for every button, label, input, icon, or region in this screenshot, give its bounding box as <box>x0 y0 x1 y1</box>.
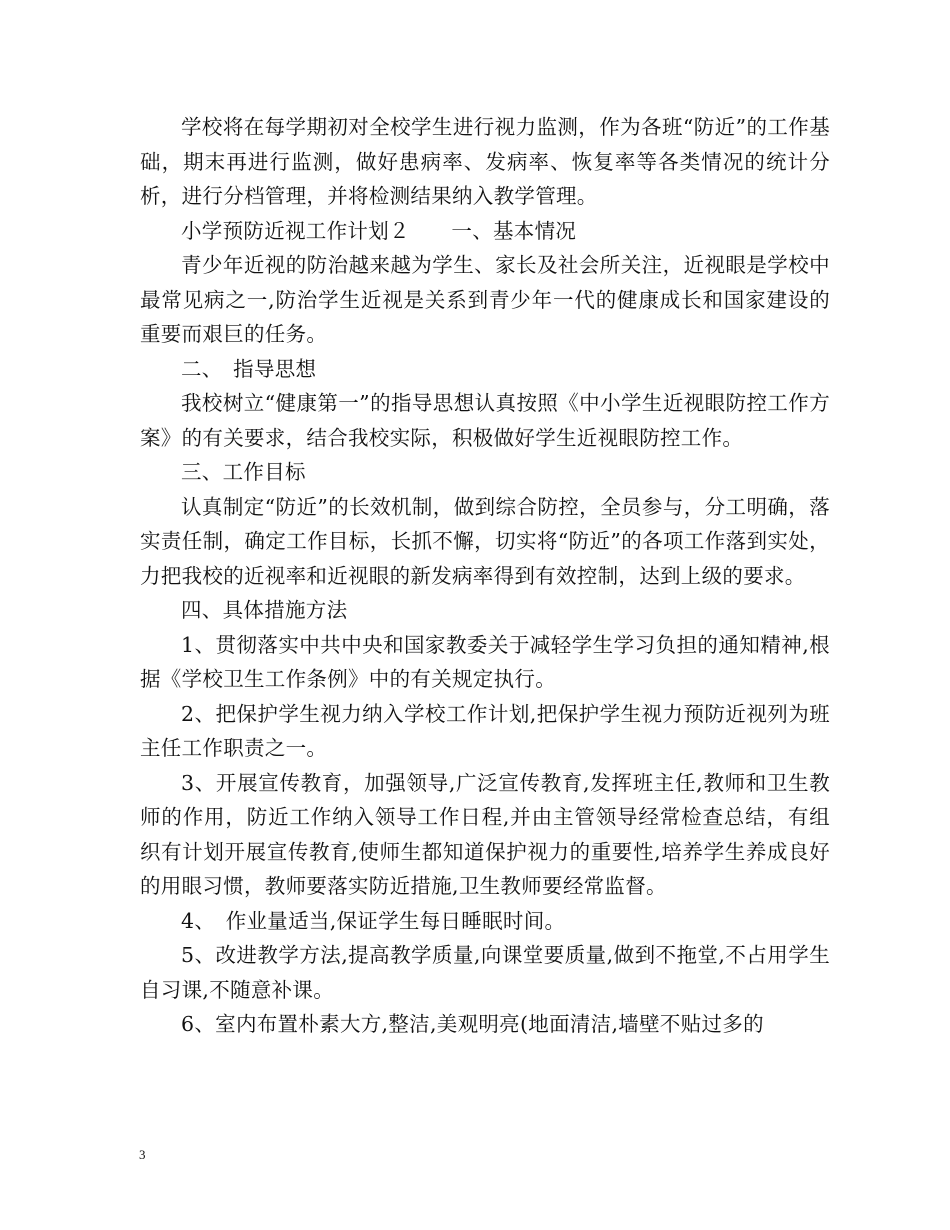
document-body <box>140 110 830 1042</box>
paragraph-3: 青少年近视的防治越来越为学生、家长及社会所关注，近视眼是学校中最常见病之一,防治学生近视是关系到青少年一代的健康成长和国家建设的重要而艰巨的任务。 <box>140 253 830 346</box>
paragraph-10: 2、把保护学生视力纳入学校工作计划,把保护学生视力预防近视列为班主任工作职责之一。 <box>140 701 830 760</box>
paragraph-14: 6、室内布置朴素大方,整洁,美观明亮(地面清洁,墙壁不贴过多的 <box>181 1012 764 1036</box>
paragraph-5: 我校树立“健康第一”的指导思想认真按照《中小学生近视眼防控工作方案》的有关要求，结合我校实际，积极做好学生近视眼防控工作。 <box>140 391 830 450</box>
paragraph-1: 学校将在每学期初对全校学生进行视力监测，作为各班“防近”的工作基础，期末再进行监测，做好患病率、发病率、恢复率等各类情况的统计分析，进行分档管理，并将检测结果纳入教学管理。 <box>140 115 830 208</box>
page-number: 3 <box>139 1147 146 1162</box>
paragraph-12: 4、 作业量适当,保证学生每日睡眠时间。 <box>181 908 566 933</box>
paragraph-7: 认真制定“防近”的长效机制，做到综合防控，全员参与，分工明确，落实责任制，确定工作目标，长抓不懈，切实将“防近”的各项工作落到实处，力把我校的近视率和近视眼的新发病率得到有效控制，达到上级的要求。 <box>140 494 830 588</box>
paragraph-9: 1、贯彻落实中共中央和国家教委关于减轻学生学习负担的通知精神,根据《学校卫生工作条例》中的有关规定执行。 <box>140 632 830 691</box>
paragraph-8-heading: 四、具体措施方法 <box>181 598 348 622</box>
paragraph-11: 3、开展宣传教育，加强领导,广泛宣传教育,发挥班主任,教师和卫生教师的作用，防近工作纳入领导工作日程,并由主管领导经常检查总结，有组织有计划开展宣传教育,使师生都知道保护视力的重要性,培养学生养成良好的用眼习惯，教师要落实防近措施,卫生教师要经常监督。 <box>140 770 830 898</box>
paragraph-6-heading: 三、工作目标 <box>181 460 306 484</box>
paragraph-13: 5、改进教学方法,提高教学质量,向课堂要质量,做到不拖堂,不占用学生自习课,不随意补课。 <box>140 943 830 1002</box>
paragraph-2-heading: 小学预防近视工作计划２ 一、基本情况 <box>181 218 577 243</box>
paragraph-4-heading: 二、 指导思想 <box>181 356 317 381</box>
